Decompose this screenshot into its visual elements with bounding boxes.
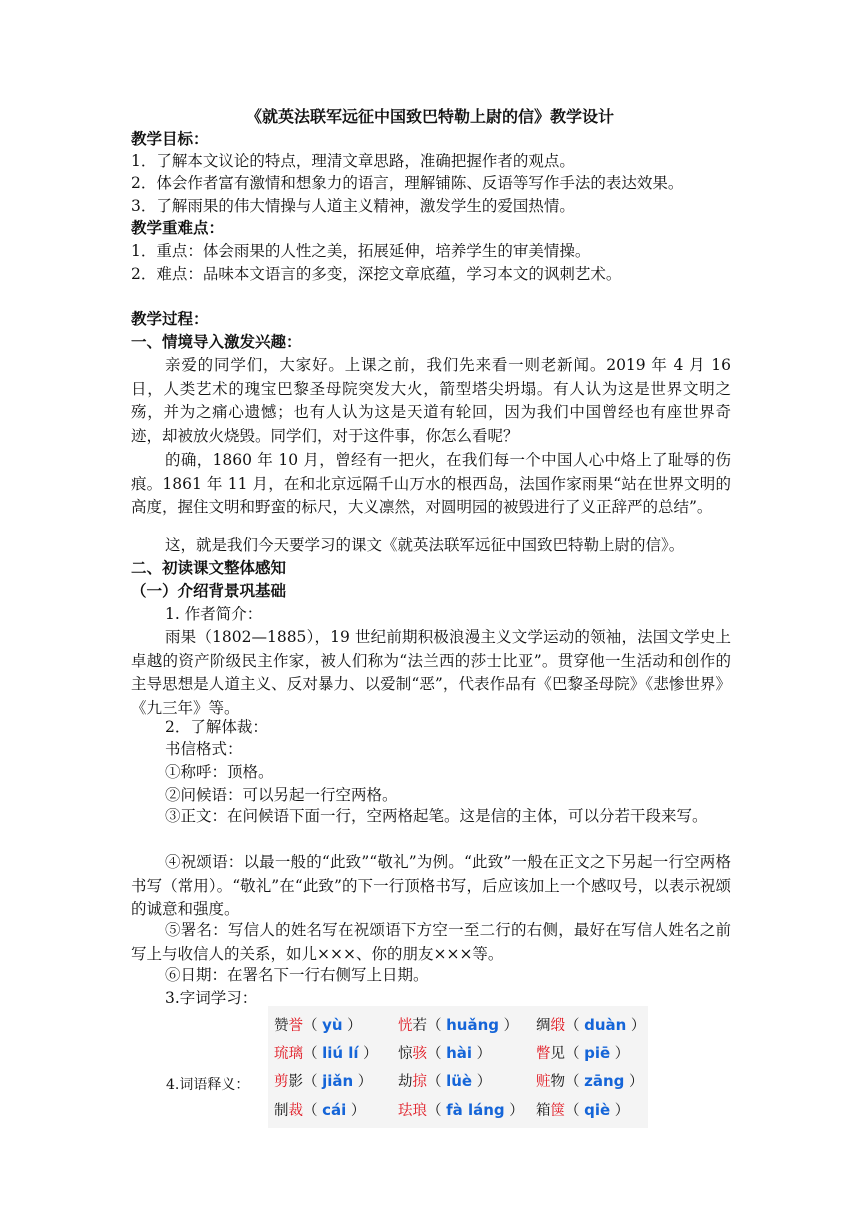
section2-heading: 二、初读课文整体感知 [131,559,287,577]
document-title: 《就英法联军远征中国致巴特勒上尉的信》教学设计 [245,107,614,126]
section1-paragraph-2: 的确，1860 年 10 月，曾经有一把火，在我们每一个中国人心中烙上了耻辱的伤痕。1861 年 11 月，在和北京远隔千山万水的根西岛，法国作家雨果“站在世界文明的高度，握住文明和野蛮的标尺，大义凛然，对圆明园的被毁进行了义正辞严的总结”。 [131,451,731,517]
vocab-label: 4.词语释义： [166,1077,250,1093]
vocab-word: 琉璃（ liú lí ） [274,1044,378,1062]
vocab-word: 绸缎（ duàn ） [536,1016,646,1034]
key-point-2: 2．难点：品味本文语言的多变，深挖文章底蕴，学习本文的讽刺艺术。 [131,265,622,283]
section2-subheading: （一）介绍背景巩基础 [131,582,287,600]
objectives-heading: 教学目标： [131,130,209,148]
section1-paragraph-3: 这，就是我们今天要学习的课文《就英法联军远征中国致巴特勒上尉的信》。 [165,536,685,554]
genre-heading: 2．了解体裁： [165,718,268,736]
objective-item-2: 2．体会作者富有激情和想象力的语言，理解铺陈、反语等写作手法的表达效果。 [131,174,684,192]
format-greeting: ②问候语：可以另起一行空两格。 [165,786,398,804]
format-salutation: ①称呼：顶格。 [165,763,274,781]
vocab-row [274,1070,644,1098]
vocab-word: 赞誉（ yù ） [274,1016,362,1034]
vocab-table-image [268,1006,648,1128]
vocab-word: 瞥见（ piē ） [536,1044,630,1062]
key-point-1: 1．重点：体会雨果的人性之美，拓展延伸，培养学生的审美情操。 [131,242,591,260]
format-closing: ④祝颂语：以最一般的“此致”“敬礼”为例。“此致”一般在正文之下另起一行空两格书写（常用）。“敬礼”在“此致”的下一行顶格书写，后应该加上一个感叹号，以表示祝颂的诚意和强度。 [131,853,731,919]
format-signature: ⑤署名：写信人的姓名写在祝颂语下方空一至二行的右侧，最好在写信人姓名之前写上与收信人的关系，如儿×××、你的朋友×××等。 [131,921,731,963]
objective-item-3: 3．了解雨果的伟大情操与人道主义精神，激发学生的爱国热情。 [131,197,575,215]
key-points-heading: 教学重难点： [131,219,225,237]
author-paragraph: 雨果（1802—1885），19 世纪前期积极浪漫主义文学运动的领袖，法国文学史上卓越的资产阶级民主作家，被人们称为“法兰西的莎士比亚”。贯穿他一生活动和创作的主导思想是人道主义、反对暴力、以爱制“恶”，代表作品有《巴黎圣母院》《悲惨世界》《九三年》等。 [131,628,731,718]
vocab-row [274,1014,644,1042]
process-heading: 教学过程： [131,310,209,328]
letter-format-label: 书信格式： [165,740,243,758]
vocab-word: 剪影（ jiǎn ） [274,1072,373,1090]
vocab-word: 劫掠（ lüè ） [398,1072,492,1090]
objective-item-1: 1．了解本文议论的特点，理清文章思路，准确把握作者的观点。 [131,152,575,170]
vocab-word: 赃物（ zāng ） [536,1072,644,1090]
vocab-row [274,1042,644,1070]
vocab-word: 恍若（ huǎng ） [398,1016,519,1034]
vocab-word: 箱箧（ qiè ） [536,1101,630,1119]
format-date: ⑥日期：在署名下一行右侧写上日期。 [165,966,429,984]
format-body: ③正文：在问候语下面一行，空两格起笔。这是信的主体，可以分若干段来写。 [165,807,708,825]
author-heading: 1. 作者简介： [165,605,263,623]
vocab-word: 惊骇（ hài ） [398,1044,492,1062]
section1-heading: 一、情境导入激发兴趣： [131,333,302,351]
vocab-word: 珐琅（ fà láng ） [398,1101,524,1119]
vocab-row [274,1099,644,1127]
section1-paragraph-1: 亲爱的同学们，大家好。上课之前，我们先来看一则老新闻。2019 年 4 月 16 日，人类艺术的瑰宝巴黎圣母院突发大火，箭型塔尖坍塌。有人认为这是世界文明之殇，并为之痛心遗憾；也有人认为这是天道有轮回，因为我们中国曾经也有座世界奇迹，却被放火烧毁。同学们，对于这件事，你怎么看呢？ [131,356,731,446]
vocab-word: 制裁（ cái ） [274,1101,366,1119]
words-heading: 3.字词学习： [165,989,258,1007]
